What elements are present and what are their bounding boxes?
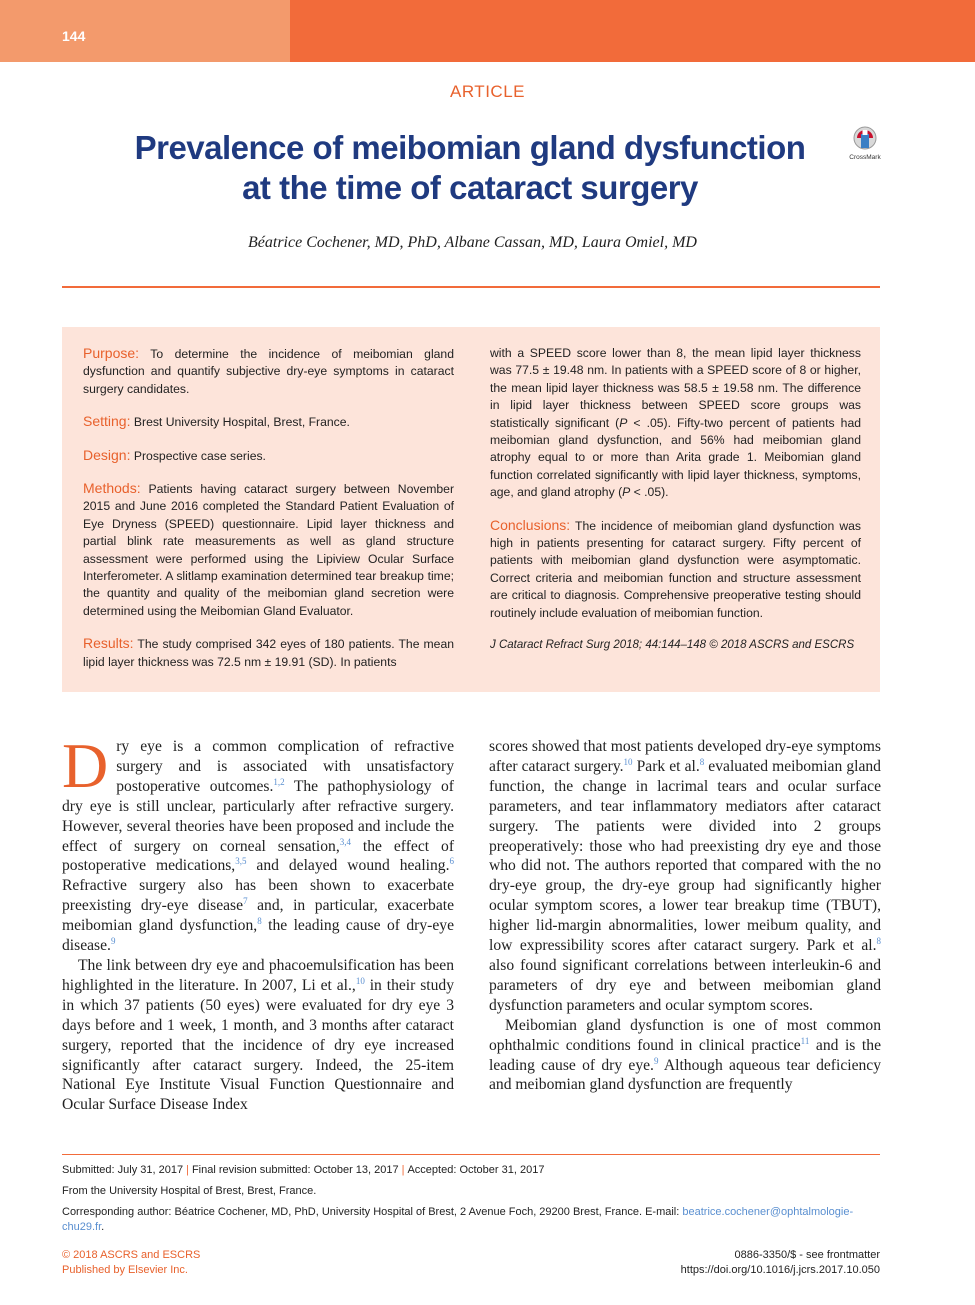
email-link[interactable]: beatrice.cochener@ophtalmologie-chu29.fr <box>62 1206 854 1233</box>
body-text: and, in particular, exacerbate meibomian gland dysfunction, <box>62 897 454 935</box>
body-paragraph <box>489 737 881 1016</box>
crossmark-label: CrossMark <box>849 154 881 161</box>
reference-link[interactable]: 6 <box>449 856 454 867</box>
body-text: The link between dry eye and phacoemulsification has been highlighted in the literature. In 2007, Li et al., <box>62 956 454 994</box>
results-text-2: < .05). Fifty-two percent of patients had meibomian gland dysfunction, and 56% had meibomian gland atrophy equal to or more than Arita grade 1. Meibomian gland function correlated significantly with lipid layer thickness, symptoms, age, and gland atrophy ( <box>490 415 861 500</box>
abstract-results-continued <box>490 345 861 502</box>
header-bar-left <box>0 0 290 62</box>
purpose-heading: Purpose: <box>83 345 140 361</box>
reference-link[interactable]: 3,4 <box>339 836 351 847</box>
title-line-2: at the time of cataract surgery <box>242 169 698 206</box>
conclusions-heading: Conclusions: <box>490 516 571 533</box>
issn-text: 0886-3350/$ - see frontmatter <box>734 1249 880 1261</box>
purpose-text: To determine the incidence of meibomian gland dysfunction and quantify subjective dry-eye symptoms in cataract surgery candidates. <box>83 347 454 396</box>
crossmark-icon[interactable] <box>845 124 885 164</box>
copyright-line: © 2018 ASCRS and ESCRS <box>62 1249 201 1261</box>
title-divider <box>62 286 880 288</box>
body-text: in their study in which 37 patients (50 eyes) were evaluated for dry eye 3 days before and 1 week, 1 month, and 3 months after cataract surgery, reported that the incidence of dry eye increased significantly after cataract surgery. Indeed, the 25-item National Eye Institute Visual Function Questionnaire and Ocular Surface Disease Index <box>62 976 455 1114</box>
methods-heading: Methods: <box>83 480 141 497</box>
separator: | <box>401 1164 405 1176</box>
body-text: the effect of postoperative medications, <box>62 837 455 875</box>
reference-link[interactable]: 9 <box>653 1055 659 1066</box>
results-text-1: with a SPEED score lower than 8, the mean lipid layer thickness was 77.5 ± 19.48 nm. In patients with a SPEED score of 8 or higher, the mean lipid layer thickness was 58.5 ± 19.58 nm. The difference in lipid layer thickness between SPEED score groups was statistically significant ( <box>490 346 861 430</box>
copyright-block <box>62 1248 200 1278</box>
body-paragraph <box>62 956 454 1115</box>
body-text: ry eye is a common complication of refractive surgery and is associated with unsatisfactory postoperative outcomes. <box>116 738 454 795</box>
body-text: Meibomian gland dysfunction is one of most common ophthalmic conditions found in clinical practice <box>489 1016 881 1054</box>
abstract-methods <box>83 480 454 620</box>
p-value-symbol: P <box>622 485 631 500</box>
title-line-1: Prevalence of meibomian gland dysfunction <box>134 129 806 166</box>
submitted-date: Submitted: July 31, 2017 <box>62 1164 184 1176</box>
submission-dates <box>62 1163 880 1178</box>
abstract-setting <box>83 413 454 431</box>
body-left-column <box>62 730 455 1115</box>
reference-link[interactable]: 7 <box>243 896 248 907</box>
abstract-right-column <box>490 345 861 670</box>
reference-link[interactable]: 11 <box>800 1035 810 1046</box>
reference-link[interactable]: 9 <box>110 935 116 946</box>
abstract-purpose <box>83 345 454 398</box>
correspondence-text: Corresponding author: Béatrice Cochener, MD, PhD, University Hospital of Brest, 2 Avenue Foch, 29200 Brest, France. E-mail: <box>62 1206 683 1218</box>
body-text: The pathophysiology of dry eye is still unclear, particularly after refractive surgery. However, several theories have been proposed and include the effect of surgery on corneal sensation, <box>62 777 454 855</box>
reference-link[interactable]: 1,2 <box>273 776 285 787</box>
footnotes <box>62 1163 880 1241</box>
abstract-left-column <box>83 345 454 686</box>
author-list: Béatrice Cochener, MD, PhD, Albane Cassan, MD, Laura Omiel, MD <box>248 234 697 251</box>
body-text: and is the leading cause of dry eye. <box>489 1036 881 1074</box>
publisher-line: Published by Elsevier Inc. <box>62 1264 188 1276</box>
body-right-column <box>489 737 881 1095</box>
abstract-design <box>83 447 454 465</box>
reference-link[interactable]: 3,5 <box>235 856 247 867</box>
body-text: Although aqueous tear deficiency and meibomian gland dysfunction are frequently <box>489 1056 882 1094</box>
article-title <box>90 128 850 208</box>
revision-date: Final revision submitted: October 13, 2017 <box>191 1164 399 1176</box>
body-text: Park et al. <box>632 757 700 775</box>
results-heading: Results: <box>83 635 134 652</box>
reference-link[interactable]: 8 <box>876 935 881 946</box>
affiliation: From the University Hospital of Brest, Brest, France. <box>62 1185 317 1197</box>
abstract-box <box>62 327 880 692</box>
issn-block <box>681 1248 880 1278</box>
body-paragraph <box>489 1016 881 1096</box>
design-text: Prospective case series. <box>133 448 266 463</box>
methods-text: Patients having cataract surgery between November 2015 and June 2016 completed the Standard Patient Evaluation of Eye Dryness (SPEED) questionnaire. Lipid layer thickness and partial blink rate measurements as well as gland structure assessment were performed using the Lipiview Ocular Surface Interferometer. A slitlamp examination determined tear breakup time; the quantity and quality of the meibomian gland secretion were determined using the Meibomian Gland Evaluator. <box>83 482 455 618</box>
reference-link[interactable]: 10 <box>623 756 633 767</box>
setting-heading: Setting: <box>83 413 131 430</box>
body-text: the leading cause of dry-eye disease. <box>62 917 454 955</box>
separator: | <box>186 1164 189 1176</box>
body-paragraph <box>62 730 455 956</box>
body-text: evaluated meibomian gland function, the change in lacrimal tears and ocular surface parameters, and tear inflammatory mediators after cataract surgery. The patients were divided into 2 groups preoperatively: those who had preexisting dry eye and those who did not. The authors reported that compared with the no dry-eye group, the dry-eye group had significantly higher ocular symptom scores, a lower tear breakup time (TBUT), higher lid-margin abnormalities, lower meibum quality, and low expressibility scores after cataract surgery. Park et al. <box>489 757 881 955</box>
drop-cap: D <box>62 730 109 801</box>
section-label: ARTICLE <box>450 82 525 101</box>
results-text-start: The study comprised 342 eyes of 180 patients. The mean lipid layer thickness was 72.5 nm ± 19.91 (SD). In patients <box>83 637 454 669</box>
results-text-3: < .05). <box>630 485 669 500</box>
header-bar <box>0 0 975 62</box>
abstract-conclusions <box>490 517 861 622</box>
accepted-date: Accepted: October 31, 2017 <box>407 1164 545 1176</box>
abstract-results <box>83 635 454 671</box>
doi-link[interactable]: https://doi.org/10.1016/j.jcrs.2017.10.050 <box>680 1264 880 1276</box>
page-number: 144 <box>62 28 86 44</box>
design-heading: Design: <box>83 446 131 463</box>
setting-text: Brest University Hospital, Brest, France. <box>133 415 350 430</box>
reference-link[interactable]: 10 <box>355 975 365 986</box>
footnote-divider <box>62 1154 880 1155</box>
reference-link[interactable]: 8 <box>699 756 705 767</box>
body-text: Refractive surgery also has been shown to exacerbate preexisting dry-eye disease <box>62 877 454 915</box>
body-text: also found significant correlations between interleukin-6 and parameters of dry eye and between meibomian gland dysfunction parameters and ocular symptom scores. <box>489 956 881 1014</box>
p-value-symbol: P <box>619 415 628 430</box>
body-text: scores showed that most patients developed dry-eye symptoms after cataract surgery. <box>489 738 881 775</box>
body-text: and delayed wound healing. <box>246 857 450 875</box>
journal-citation: J Cataract Refract Surg 2018; 44:144–148 © 2018 ASCRS and ESCRS <box>490 639 855 652</box>
period: . <box>101 1221 105 1233</box>
conclusions-text: The incidence of meibomian gland dysfunction was high in patients presenting for cataract surgery. Fifty percent of patients with meibomian gland dysfunction were asymptomatic. Correct criteria and meibomian function and structure assessment are critical to diagnosis. Comprehensive preoperative testing should routinely include evaluation of meibomian function. <box>490 518 861 620</box>
header-bar-right <box>290 0 975 62</box>
reference-link[interactable]: 8 <box>257 915 262 926</box>
corresponding-author <box>62 1205 880 1235</box>
